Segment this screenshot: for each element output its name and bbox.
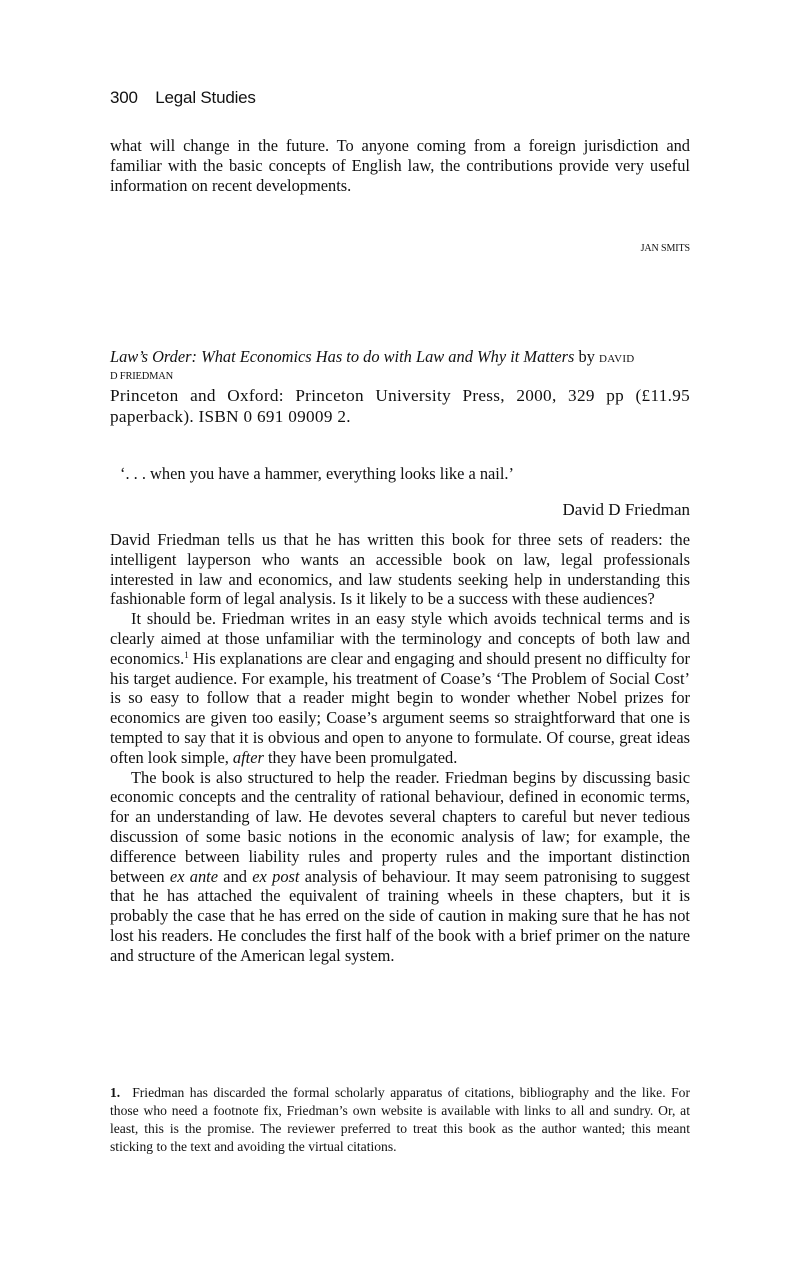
paragraph-3-text-b: and bbox=[218, 866, 253, 886]
paragraph-3-text-c: analysis of behaviour. It may seem patronising to suggest that he has attached the equivalent of training wheels in these chapters, but it is probably the case that he has erred on the side of caution in making sure that he has not lost his readers. He concludes the first half of the book with a brief primer on the nature and structure of the American legal system. bbox=[110, 866, 690, 965]
by-label: by bbox=[578, 347, 595, 366]
paragraph-2-text-a: It should be. Friedman writes in an easy style which avoids technical terms and is clearly aimed at those unfamiliar with the terminology and concepts of both law and economics. bbox=[110, 609, 690, 668]
book-title: Law’s Order: What Economics Has to do with Law and Why it Matters bbox=[110, 347, 575, 366]
review-body bbox=[110, 530, 690, 966]
author-name-part2: D FRIEDMAN bbox=[110, 371, 174, 382]
reviewer-signature: JAN SMITS bbox=[640, 243, 690, 254]
emphasis-after: after bbox=[232, 747, 264, 767]
running-head bbox=[110, 88, 256, 108]
emphasis-ex-post: ex post bbox=[252, 866, 300, 886]
paragraph-2 bbox=[110, 609, 690, 767]
paragraph-3-text-a: The book is also structured to help the reader. Friedman begins by discussing basic economic concepts and the centrality of rational behaviour, defined in economic terms, for an understanding of law. He devotes several chapters to careful but never tedious discussion of some basic notions in the economic analysis of law; for example, the difference between liability rules and property rules and the important distinction between bbox=[110, 767, 690, 886]
author-name-part1: DAVID bbox=[599, 353, 635, 365]
page-number: 300 bbox=[110, 88, 138, 107]
publication-details: Princeton and Oxford: Princeton University Press, 2000, 329 pp (£11.95 paperback). ISBN 0 691 09009 2. bbox=[110, 386, 690, 426]
paragraph-2-text-c: they have been promulgated. bbox=[263, 747, 458, 767]
paragraph-3 bbox=[110, 768, 690, 966]
paragraph-1: David Friedman tells us that he has written this book for three sets of readers: the intelligent layperson who wants an accessible book on law, legal professionals interested in law and economics, and law students seeking help in understanding this fashionable form of legal analysis. Is it likely to be a success with these audiences? bbox=[110, 530, 690, 609]
footnote-number: 1. bbox=[110, 1085, 121, 1100]
epigraph-attribution: David D Friedman bbox=[562, 500, 690, 519]
emphasis-ex-ante: ex ante bbox=[169, 866, 218, 886]
journal-title: Legal Studies bbox=[155, 88, 256, 107]
book-heading bbox=[110, 347, 690, 384]
epigraph-quote: ‘. . . when you have a hammer, everything looks like a nail.’ bbox=[120, 464, 514, 483]
footnote-1 bbox=[110, 1084, 690, 1156]
footnote-reference[interactable]: 1 bbox=[184, 649, 189, 660]
footnote-text: Friedman has discarded the formal scholarly apparatus of citations, bibliography and the like. For those who need a footnote fix, Friedman’s own website is available with links to all and sundry. Or, at least, this is the promise. The reviewer preferred to treat this book as the author wanted; this meant sticking to the text and avoiding the virtual citations. bbox=[110, 1085, 690, 1154]
paragraph-2-text-b: His explanations are clear and engaging and should present no difficulty for his target audience. For example, his treatment of Coase’s ‘The Problem of Social Cost’ is so easy to follow that a reader might begin to wonder whether Nobel prizes for economics are given too easily; Coase’s argument seems so straightforward that one is tempted to say that it is obvious and open to anyone to formulate. Of course, great ideas often look simple, bbox=[110, 648, 690, 767]
footnotes bbox=[110, 1084, 690, 1156]
previous-review-closing-paragraph: what will change in the future. To anyone coming from a foreign jurisdiction and familiar with the basic concepts of English law, the contributions provide very useful information on recent developments. bbox=[110, 136, 690, 195]
